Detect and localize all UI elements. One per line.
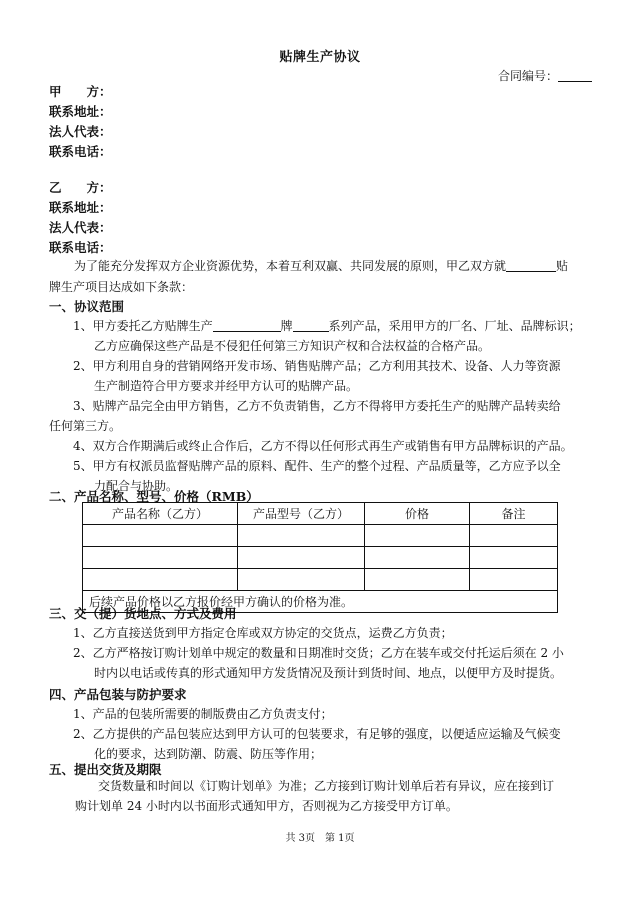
table-header-row <box>83 503 558 525</box>
intro-line-2: 牌生产项目达成如下条款： <box>49 280 194 294</box>
s1-item4: 4、双方合作期满后或终止合作后，乙方不得以任何形式再生产或销售有甲方品牌标识的产品。 <box>73 439 573 453</box>
s1-item3-line1: 3、贴牌产品完全由甲方销售，乙方不负责销售，乙方不得将甲方委托生产的贴牌产品转卖给 <box>73 399 561 413</box>
col-product-name: 产品名称（乙方） <box>83 503 238 525</box>
series-blank <box>293 319 329 332</box>
party-b-address-label: 联系地址： <box>49 200 112 215</box>
party-b-name-label: 乙 方： <box>49 180 112 195</box>
product-table <box>82 502 558 613</box>
s1-item2-line1: 2、甲方利用自身的营销网络开发市场、销售贴牌产品；乙方利用其技术、设备、人力等资源 <box>73 359 561 373</box>
document-title: 贴牌生产协议 <box>279 50 361 65</box>
col-price: 价格 <box>365 503 470 525</box>
s5-line2: 购计划单 24 小时内以书面形式通知甲方，否则视为乙方接受甲方订单。 <box>75 799 458 813</box>
table-note: 后续产品价格以乙方报价经甲方确认的价格为准。 <box>83 591 558 613</box>
col-product-model: 产品型号（乙方） <box>238 503 365 525</box>
section-4-heading: 四、产品包装与防护要求 <box>49 687 187 702</box>
party-a-legal-label: 法人代表： <box>49 124 112 139</box>
party-b-legal-label: 法人代表： <box>49 220 112 235</box>
intro-line-1 <box>74 256 568 277</box>
section-3-heading: 三、交（提）货地点、方式及费用 <box>49 606 237 621</box>
intro-text-end: 贴 <box>556 259 569 273</box>
party-a-block <box>49 82 112 162</box>
s3-item1: 1、乙方直接送货到甲方指定仓库或双方协定的交货点，运费乙方负责； <box>73 626 453 640</box>
s1-item5-line1: 5、甲方有权派员监督贴牌产品的原料、配件、生产的整个过程、产品质量等，乙方应予以全 <box>73 459 561 473</box>
contract-number <box>498 67 592 84</box>
s4-item1: 1、产品的包装所需要的制版费由乙方负责支付； <box>73 707 333 721</box>
party-a-address-label: 联系地址： <box>49 104 112 119</box>
party-b-block <box>49 178 112 258</box>
contract-number-blank <box>558 69 592 82</box>
page-footer: 共 3页 第 1页 <box>285 833 355 844</box>
s1-item5-line2: 力配合与协助。 <box>94 479 179 493</box>
s4-item2-line2: 化的要求，达到防潮、防震、防压等作用； <box>94 747 323 761</box>
section-1-heading: 一、协议范围 <box>49 299 125 314</box>
table-row <box>83 569 558 591</box>
section-5-heading: 五、提出交货及期限 <box>49 762 162 777</box>
s3-item2-line2: 时内以电话或传真的形式通知甲方发货情况及预计到货时间、地点，以便甲方及时提货。 <box>94 666 563 680</box>
s4-item2-line1: 2、乙方提供的产品包装应达到甲方认可的包装要求，有足够的强度，以便适应运输及气候变 <box>73 727 561 741</box>
party-a-phone-label: 联系电话： <box>49 144 112 159</box>
s5-line1: 交货数量和时间以《订购计划单》为准；乙方接到订购计划单后若有异议，应在接到订 <box>98 779 555 793</box>
table-row <box>83 547 558 569</box>
s1-item1-line2: 乙方应确保这些产品是不侵犯任何第三方知识产权和合法权益的合格产品。 <box>94 339 491 353</box>
contract-number-label: 合同编号： <box>497 69 558 83</box>
intro-text: 为了能充分发挥双方企业资源优势，本着互利双赢、共同发展的原则，甲乙双方就 <box>74 259 507 273</box>
s1-item3-line2: 任何第三方。 <box>49 419 122 433</box>
s1-item1-line1: 1、甲方委托乙方贴牌生产 牌 系列产品，采用甲方的厂名、厂址、品牌标识； <box>73 319 581 333</box>
s3-item2-line1: 2、乙方严格按订购计划单中规定的数量和日期准时交货；乙方在装车或交付托运后须在 2 小 <box>73 646 564 660</box>
section-2-heading: 二、产品名称、型号、价格（RMB） <box>49 489 259 504</box>
col-remark: 备注 <box>470 503 558 525</box>
party-a-name-label: 甲 方： <box>49 84 112 99</box>
table-row <box>83 525 558 547</box>
intro-blank <box>506 259 556 272</box>
party-b-phone-label: 联系电话： <box>49 240 112 255</box>
s1-item2-line2: 生产制造符合甲方要求并经甲方认可的贴牌产品。 <box>94 379 359 393</box>
brand-blank <box>213 319 281 332</box>
